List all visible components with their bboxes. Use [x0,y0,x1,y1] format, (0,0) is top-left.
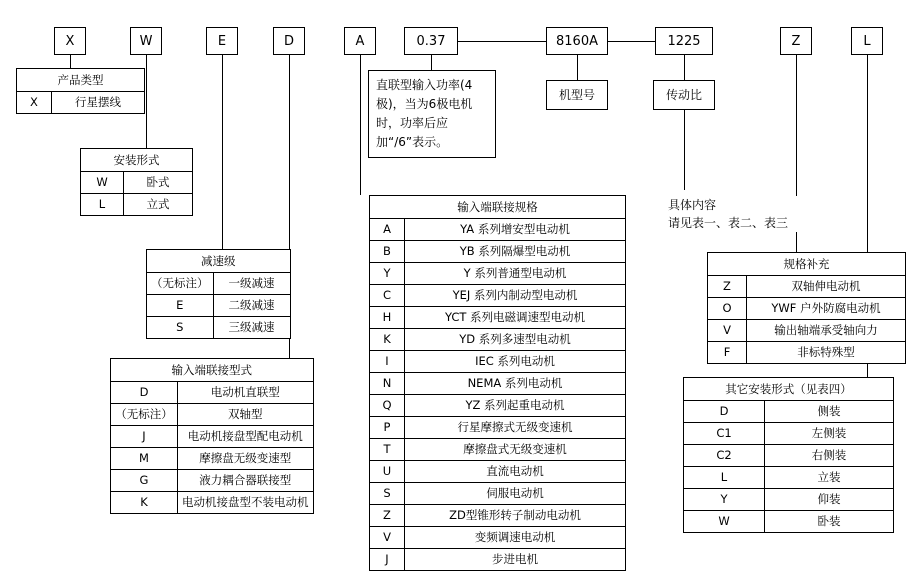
table-cell-desc: 行星摆线 [52,92,145,114]
table-cell-code: O [708,298,747,320]
table-cell-code: Y [370,263,405,285]
table-cell-desc: 摩擦盘式无级变速机 [405,439,626,461]
table-cell-desc: IEC 系列电动机 [405,351,626,373]
table-cell-desc: 双轴型 [178,404,314,426]
table-cell-code: J [111,426,178,448]
table-cell-desc: 左侧装 [765,423,894,445]
table-cell-desc: YWF 户外防腐电动机 [747,298,906,320]
table-cell-code: V [708,320,747,342]
code-box-l [851,27,883,55]
spec-supplement-title: 规格补充 [708,253,906,276]
input-spec-title: 输入端联接规格 [370,196,626,219]
other-mounting-table [683,377,894,533]
spec-supplement-table [707,252,906,364]
leader-w [146,55,147,148]
table-cell-desc: 伺服电动机 [405,483,626,505]
table-cell-desc: 电动机接盘型不装电动机 [178,492,314,514]
table-cell-code: G [111,470,178,492]
power-note-box [368,70,496,158]
table-cell-code: （无标注） [147,273,214,295]
leader-e [222,55,223,249]
table-cell-code: Z [708,276,747,298]
power-note-text: 直联型输入功率(4极)，当为6极电机时，功率后应加“/6”表示。 [376,78,473,149]
code-label: A [355,33,365,49]
table-cell-desc: ZD型锥形转子制动电动机 [405,505,626,527]
table-cell-desc: 双轴伸电动机 [747,276,906,298]
table-cell-code: K [111,492,178,514]
table-cell-code: K [370,329,405,351]
table-cell-code: I [370,351,405,373]
code-label: W [139,33,153,49]
code-box-z [780,27,812,55]
model-no-box [546,80,608,110]
table-cell-code: E [147,295,214,317]
detail-note [668,196,818,232]
table-cell-desc: 立装 [765,467,894,489]
table-cell-desc: 输出轴端承受轴向力 [747,320,906,342]
table-cell-desc: 立式 [124,194,193,216]
table-cell-code: L [81,194,124,216]
table-cell-code: S [370,483,405,505]
code-box-power [404,27,458,55]
table-cell-code: S [147,317,214,339]
table-cell-desc: YEJ 系列内制动型电动机 [405,285,626,307]
leader-a [360,55,361,195]
table-cell-desc: 卧装 [765,511,894,533]
code-label: Z [791,33,801,49]
input-connection-type-table [110,358,314,514]
table-cell-code: J [370,549,405,571]
table-cell-desc: 行星摩擦式无级变速机 [405,417,626,439]
leader-power [431,55,432,70]
table-cell-code: T [370,439,405,461]
code-label: 8160A [556,33,598,49]
table-cell-desc: NEMA 系列电动机 [405,373,626,395]
table-cell-code: F [708,342,747,364]
table-cell-desc: 卧式 [124,172,193,194]
table-cell-code: H [370,307,405,329]
table-cell-desc: 电动机直联型 [178,382,314,404]
table-cell-code: D [111,382,178,404]
table-cell-code: Z [370,505,405,527]
code-label: L [863,33,871,49]
table-cell-desc: YA 系列增安型电动机 [405,219,626,241]
table-cell-desc: 电动机接盘型配电动机 [178,426,314,448]
other-mounting-title: 其它安装形式（见表四） [684,378,894,401]
table-cell-code: Y [684,489,765,511]
table-cell-code: C [370,285,405,307]
code-label: D [283,33,294,49]
table-cell-desc: 仰装 [765,489,894,511]
table-cell-desc: 一级减速 [213,273,290,295]
table-cell-code: M [111,448,178,470]
table-cell-code: L [684,467,765,489]
table-cell-desc: 变频调速电动机 [405,527,626,549]
table-cell-desc: 侧装 [765,401,894,423]
table-cell-code: Q [370,395,405,417]
reduction-stage-table [146,249,291,339]
code-label: 1225 [667,33,701,49]
ratio-box [653,80,715,110]
mounting-form-title: 安装形式 [81,149,193,172]
table-cell-desc: 右侧装 [765,445,894,467]
table-cell-code: W [81,172,124,194]
code-box-ratio [655,27,713,55]
code-box-d [273,27,305,55]
code-box-model [546,27,608,55]
product-type-table [16,68,145,114]
model-no-label: 机型号 [558,87,595,102]
leader-ratio-lower [684,110,685,190]
connector-power-model [458,41,546,42]
mounting-form-table [80,148,193,216]
leader-x [70,55,71,68]
product-type-title: 产品类型 [17,69,145,92]
table-cell-desc: 直流电动机 [405,461,626,483]
detail-note-line1: 具体内容 [668,198,717,212]
detail-note-line2: 请见表一、表二、表三 [668,216,789,230]
code-label: 0.37 [416,33,446,49]
table-cell-desc: 二级减速 [213,295,290,317]
input-connection-type-title: 输入端联接型式 [111,359,314,382]
table-cell-code: D [684,401,765,423]
table-cell-desc: YD 系列多速型电动机 [405,329,626,351]
table-cell-code: N [370,373,405,395]
input-spec-table [369,195,626,571]
code-label: X [65,33,75,49]
table-cell-code: （无标注） [111,404,178,426]
code-box-w [130,27,162,55]
table-cell-code: V [370,527,405,549]
table-cell-code: W [684,511,765,533]
table-cell-desc: 摩擦盘无级变速型 [178,448,314,470]
table-cell-code: C2 [684,445,765,467]
table-cell-desc: 非标特殊型 [747,342,906,364]
code-box-a [344,27,376,55]
ratio-label: 传动比 [665,87,702,102]
leader-model [577,55,578,80]
table-cell-code: C1 [684,423,765,445]
code-box-e [206,27,238,55]
table-cell-code: U [370,461,405,483]
table-cell-code: X [17,92,52,114]
connector-model-ratio [608,41,655,42]
table-cell-desc: 步进电机 [405,549,626,571]
table-cell-desc: Y 系列普通型电动机 [405,263,626,285]
table-cell-code: A [370,219,405,241]
table-cell-code: P [370,417,405,439]
reduction-stage-title: 减速级 [147,250,291,273]
table-cell-desc: 液力耦合器联接型 [178,470,314,492]
table-cell-code: B [370,241,405,263]
table-cell-desc: YB 系列隔爆型电动机 [405,241,626,263]
table-cell-desc: YZ 系列起重电动机 [405,395,626,417]
code-box-x [54,27,86,55]
code-label: E [217,33,227,49]
leader-ratio [684,55,685,80]
table-cell-desc: 三级减速 [213,317,290,339]
table-cell-desc: YCT 系列电磁调速型电动机 [405,307,626,329]
